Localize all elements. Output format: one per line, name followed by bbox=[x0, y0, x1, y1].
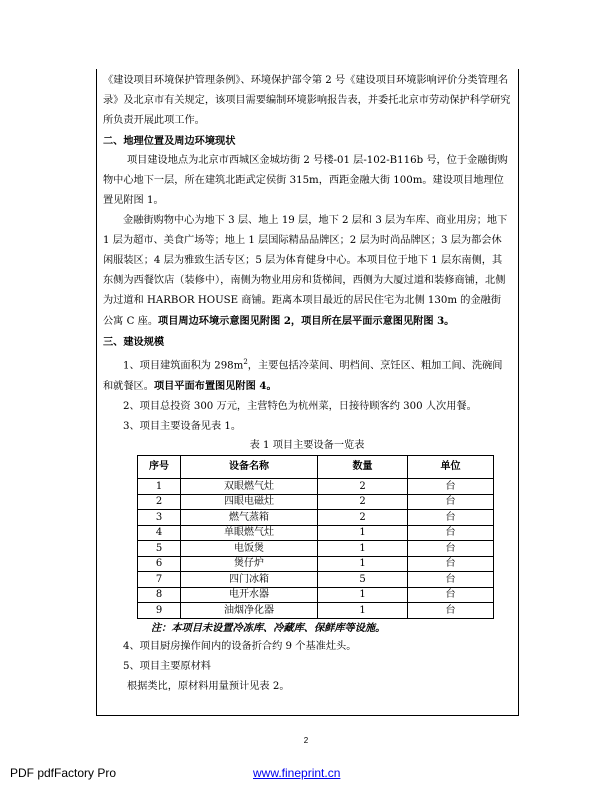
cell: 台 bbox=[408, 510, 494, 526]
cell: 6 bbox=[138, 556, 181, 572]
cell: 四门冰箱 bbox=[181, 572, 318, 588]
cell: 台 bbox=[408, 479, 494, 495]
cell: 台 bbox=[408, 572, 494, 588]
fineprint-link[interactable]: www.fineprint.cn bbox=[253, 766, 341, 780]
table-row bbox=[138, 572, 494, 588]
cell: 1 bbox=[318, 556, 408, 572]
scale-item-2: 2、项目总投资 300 万元，主营特色为杭州菜，日接待顾客约 300 人次用餐。 bbox=[123, 401, 477, 413]
scale-item-5: 5、项目主要原材料 bbox=[123, 660, 211, 672]
table-row bbox=[138, 541, 494, 557]
cell: 5 bbox=[138, 541, 181, 557]
area-text-rest: ，主要包括冷菜间、明档间、烹饪区、粗加工间、洗碗间和就餐区。 bbox=[103, 360, 503, 393]
cell: 1 bbox=[138, 479, 181, 495]
surroundings-text: 金融街购物中心为地下 3 层、地上 19 层，地下 2 层和 3 层为车库、商业用房；地下 1 层为超市、美食广场等；地上 1 层国际精品品牌区；2 层为时尚品牌区；3 层为都会休闲服装区；4 层为雅致生活专区；5 层为体育健身中心。本项目位于地下 1 层东南侧，其东侧为西餐饮店（装修中），南侧为物业用房和货梯间，西侧为大厦过道和装修商铺，北侧为过道和 HARBOR HOUSE 商铺。距离本项目最近的居民住宅为北侧 130m 的金融街公寓 C 座。 bbox=[103, 215, 508, 327]
cell: 油烟净化器 bbox=[181, 603, 318, 619]
cell: 燃气蒸箱 bbox=[181, 510, 318, 526]
header-unit: 单位 bbox=[408, 456, 494, 479]
cell: 2 bbox=[318, 494, 408, 510]
document-body bbox=[103, 71, 511, 697]
table-row bbox=[138, 494, 494, 510]
cell: 2 bbox=[318, 510, 408, 526]
area-text: 1、项目建筑面积为 298m bbox=[123, 360, 244, 372]
cell: 单眼燃气灶 bbox=[181, 525, 318, 541]
header-name: 设备名称 bbox=[181, 456, 318, 479]
surroundings-paragraph bbox=[103, 211, 511, 332]
table-row bbox=[138, 510, 494, 526]
cell: 1 bbox=[318, 541, 408, 557]
cell: 台 bbox=[408, 494, 494, 510]
cell: 台 bbox=[408, 603, 494, 619]
cell: 9 bbox=[138, 603, 181, 619]
cell: 煲仔炉 bbox=[181, 556, 318, 572]
equipment-table bbox=[137, 455, 494, 619]
cell: 3 bbox=[138, 510, 181, 526]
intro-paragraph: 《建设项目环境保护管理条例》、环境保护部令第 2 号《建设项目环境影响评价分类管理名录》及北京市有关规定，该项目需要编制环境影响报告表，并委托北京市劳动保护科学研究所负责开展此项工作。 bbox=[103, 75, 511, 126]
materials-paragraph: 根据类比，原材料用量预计见表 2。 bbox=[127, 680, 290, 692]
cell: 7 bbox=[138, 572, 181, 588]
table-row bbox=[138, 479, 494, 495]
cell: 2 bbox=[318, 479, 408, 495]
cell: 双眼燃气灶 bbox=[181, 479, 318, 495]
table-row bbox=[138, 603, 494, 619]
location-paragraph: 项目建设地点为北京市西城区金城坊街 2 号楼-01 层-102-B116b 号，位于金融街购物中心地下一层，所在建筑北距武定侯街 315m，西距金融大街 100m。建设项目地理位置见附图 1。 bbox=[103, 155, 508, 206]
cell: 1 bbox=[318, 603, 408, 619]
pdf-factory-label: PDF pdfFactory Pro bbox=[10, 766, 117, 780]
scale-item-1 bbox=[103, 352, 511, 397]
section-2-heading: 二、地理位置及周边环境现状 bbox=[103, 135, 236, 147]
header-quantity: 数量 bbox=[318, 456, 408, 479]
table-header-row bbox=[138, 456, 494, 479]
table-row bbox=[138, 556, 494, 572]
cell: 电饭煲 bbox=[181, 541, 318, 557]
cell: 台 bbox=[408, 541, 494, 557]
table-row bbox=[138, 587, 494, 603]
scale-item-3: 3、项目主要设备见表 1。 bbox=[123, 421, 242, 433]
scale-item-4: 4、项目厨房操作间内的设备折合约 9 个基准灶头。 bbox=[123, 640, 357, 652]
page-number: 2 bbox=[303, 736, 309, 745]
cell: 8 bbox=[138, 587, 181, 603]
area-superscript: 2 bbox=[243, 358, 248, 366]
cell: 4 bbox=[138, 525, 181, 541]
cell: 台 bbox=[408, 556, 494, 572]
cell: 1 bbox=[318, 587, 408, 603]
surroundings-figure-ref: 项目周边环境示意图见附图 2，项目所在层平面示意图见附图 3。 bbox=[158, 315, 455, 327]
cell: 电开水器 bbox=[181, 587, 318, 603]
cell: 5 bbox=[318, 572, 408, 588]
cell: 台 bbox=[408, 587, 494, 603]
table-note: 注：本项目未设置冷冻库、冷藏库、保鲜库等设施。 bbox=[151, 621, 386, 634]
cell: 1 bbox=[318, 525, 408, 541]
header-index: 序号 bbox=[138, 456, 181, 479]
table-row bbox=[138, 525, 494, 541]
cell: 四眼电磁灶 bbox=[181, 494, 318, 510]
table-caption: 表 1 项目主要设备一览表 bbox=[249, 440, 365, 452]
layout-figure-ref: 项目平面布置图见附图 4。 bbox=[153, 380, 277, 393]
cell: 2 bbox=[138, 494, 181, 510]
section-3-heading: 三、建设规模 bbox=[103, 336, 165, 348]
cell: 台 bbox=[408, 525, 494, 541]
